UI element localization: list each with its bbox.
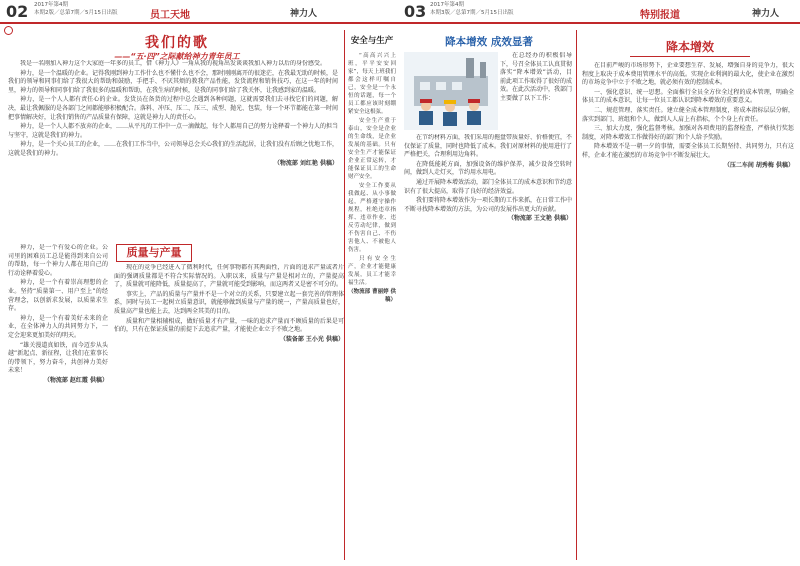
- article-body: [8, 60, 338, 240]
- paragraph: “高高兴兴上班，平平安安回家”，每天上班我们都会这样叮嘱自己，安全是一个永恒的话题，每一个员工都应该时刻绷紧安全这根弦。: [348, 53, 396, 115]
- author-credit: （压二车间 胡秀梅 供稿）: [723, 161, 794, 169]
- paragraph: 质量和产量相辅相成，做好质量才有产量，一味的追求产量而不顾质量的后果是可怕的，只有在保证质量的前提下去追求产量，才能使企业立于不败之地。: [114, 317, 344, 334]
- paragraph: 在降低能耗方面，加强设备的维护保养，减少设备空转时间，做到人走灯灭，节约用水用电。: [404, 160, 572, 177]
- page-number: 03: [404, 2, 427, 21]
- paragraph: 我们要将降本增效作为一项长期的工作来抓，在日常工作中不断寻找降本增效的方法，为公司的发展作出更大的贡献。: [404, 197, 572, 213]
- paragraph: 神力，是一个有着崇高理想的企业。坚持“质量第一、用户至上”的经营理念，以创新求发展，以质量求生存。: [8, 279, 108, 313]
- author-credit: （物流部 曹丽婷 供稿）: [348, 289, 396, 303]
- paragraph: 通过开展降本增效活动，部门全体员工的成本意识和节约意识有了很大提高，取得了良好的经济效益。: [404, 178, 572, 195]
- author-credit: （物流部 赵红霞 供稿）: [43, 376, 108, 384]
- issue-line: 2017年第4期: [34, 2, 68, 8]
- paragraph: 我是一名刚加入神力这个大家庭一年多的员工，借《神力人》一角从我的视角出发谈谈我加入神力以后的身份感受。: [20, 60, 327, 67]
- article-body: [404, 134, 572, 562]
- paragraph: 神力，是一个温暖的企业。记得我刚到神力工作什么也不懂什么也不会，那时刚刚离开的很迷茫，在我最无助的时候，是我们的领导和同事们给了我很大的帮助和鼓励，手把手、不厌其烦的教我产品性能，发货流程和销售技巧，在这一年的时间里，神力的领导和同事们给了我很多的温暖和帮助，在我生病的时候，是我的同事们给了我关怀，让我感到家的温暖。: [8, 69, 338, 94]
- article-body: [348, 52, 396, 562]
- author-credit: （装备部 王小光 供稿）: [279, 335, 344, 343]
- page-header: [0, 0, 400, 24]
- paragraph: 安全生产重于泰山，安全是企业的生命线，是企业发展的基础。只有安全生产才能保证企业正常运转，才能保证员工的生命财产安全。: [348, 118, 396, 180]
- issue-line: 2017年第4期: [430, 2, 464, 8]
- paragraph: 神力，是一个关心员工的企业，……在我们工作当中，公司领导总会关心我们的生活起居，让我们没有后顾之忧地工作，这就是我们的神力。: [8, 141, 338, 157]
- paragraph: 神力，是一个有着美好未来的企业，在全体神力人的共同努力下，一定会迎来更加美好的明天。: [8, 314, 108, 339]
- date-line: 本期2版／总第7期／5月15日出版: [34, 10, 118, 16]
- paragraph: 神力，是一个人人都不放弃的企业，……从平凡的工作中一点一滴做起，每个人都用自己的努力诠释着一个神力人的担当与坚守，这就是我们的神力。: [8, 123, 338, 139]
- column-divider: [344, 30, 345, 560]
- author-credit: （物流部 刘红艳 供稿）: [273, 159, 338, 167]
- article-title: 安全与生产: [348, 34, 396, 48]
- paragraph: 只有安全生产，企业才能健康发展，员工才能幸福生活。: [348, 256, 396, 286]
- author-credit: （物流部 王文艳 供稿）: [507, 215, 572, 223]
- article-title: 我们的歌: [145, 35, 209, 51]
- section-title: 特别报道: [640, 10, 680, 21]
- page-header: [400, 0, 800, 24]
- workers-illustration: [404, 52, 498, 130]
- article-body: [114, 264, 344, 562]
- paragraph: 二、规范管理、落实责任。建立健全成本管理制度，将成本指标层层分解，落实到部门、班组和个人，做到人人肩上有指标，个个身上有责任。: [582, 106, 794, 123]
- article-title-block: [10, 34, 344, 60]
- article-title: 降本增效 成效显著: [404, 34, 574, 50]
- paragraph: 安全工作要从我做起、从小事做起，严格遵守操作规程，杜绝违章指挥、违章作业、违反劳动纪律，做到不伤害自己、不伤害他人、不被他人伤害。: [348, 183, 396, 253]
- paragraph: 现在的竞争已经进入了微利时代，任何事物都有其两面性，片面的追求产量或者片面的强调质量都是不符合实际情况的。入职以来，质量与产量是相对立的，产量提高了，质量就可能降低，质量提高了，产量就可能受到影响，而这两者又是密不可分的。: [114, 264, 344, 289]
- paragraph: 神力，是一个人人都有责任心的企业。发货员在备货的过程中总会遇到各种问题，这就需要我们去寻找它们的问题，解决，最让我佩服的是各部门之间都能够积极配合。落料、冲压、压二、压三、成型、抛光、包装，每一个环节都能在第一时间把事情解决好，让我们销售的产品质量有保障，这就是神力人的责任心。: [8, 96, 338, 121]
- paragraph: 在节约材料方面，我们采用的拖盘带质量好、价格便宜，不仅保证了质量，同时也降低了成本。我们对原材料的使用进行了严格把关，合理利用边角料。: [404, 134, 572, 159]
- column-divider: [576, 30, 577, 560]
- paragraph: 神力，是一个有爱心的企业。公司里的困难员工总是能得到来自公司的帮助，每一个神力人都在用自己的行动诠释着爱心。: [8, 244, 108, 277]
- paragraph: 事实上，产品的质量与产量并不是一个对立的关系，只要建立起一套完善的管理体系，同时与员工一起树立质量意识，就能够做到质量与产量的统一，产量高质量也好，质量高产量也能上去，达到两全其美的目的。: [114, 290, 344, 315]
- article-body: [582, 62, 794, 562]
- right-page: [400, 0, 800, 566]
- paragraph: 三、加大力度，强化监督考核。加强对各项费用的监督检查，严格执行奖惩制度，对降本增效工作做得好的部门和个人给予奖励。: [582, 125, 794, 141]
- paragraph: 在目前严峻的市场形势下，企业要想生存、发展，增强自身的竞争力，很大程度上取决于成本费用管理水平的高低。实现企业利润的最大化，使企业在激烈的市场竞争中立于不败之地，就必须有效的控制成本。: [582, 62, 794, 87]
- paper-name: 神力人: [290, 9, 318, 19]
- section-title: 员工天地: [150, 10, 190, 21]
- page-number: 02: [6, 2, 29, 21]
- paragraph: “雄关漫道真如铁，而今迈步从头越”新起点、新征程，让我们在董事长的带领下，努力奋斗，共创神力美好未来！: [8, 341, 108, 375]
- article-body: [8, 244, 108, 562]
- article-subtitle: ——“五·四”之际献给神力青年员工: [114, 52, 240, 61]
- article-title: 降本增效: [630, 38, 750, 57]
- article-body: [500, 52, 572, 130]
- date-line: 本期3版／总第7期／5月15日出版: [430, 10, 514, 16]
- paragraph: 在总经办的积极倡导下，号召全体员工认真贯彻落实“降本增效”活动，目前此项工作取得了很好的成效。在此次活动中，我部门主要做了以下工作：: [500, 52, 572, 102]
- paper-name: 神力人: [752, 9, 780, 19]
- paragraph: 降本增效不是一朝一夕的事情，需要全体员工长期坚持、共同努力，只有这样，企业才能在激烈的市场竞争中不断发展壮大。: [582, 143, 794, 159]
- paragraph: 一、强化意识、统一思想。全面推行全员全方位全过程的成本管理，明确全体员工的成本意识，让每一位员工都认识到降本增效的重要意义。: [582, 88, 794, 105]
- article-title: 质量与产量: [116, 244, 192, 262]
